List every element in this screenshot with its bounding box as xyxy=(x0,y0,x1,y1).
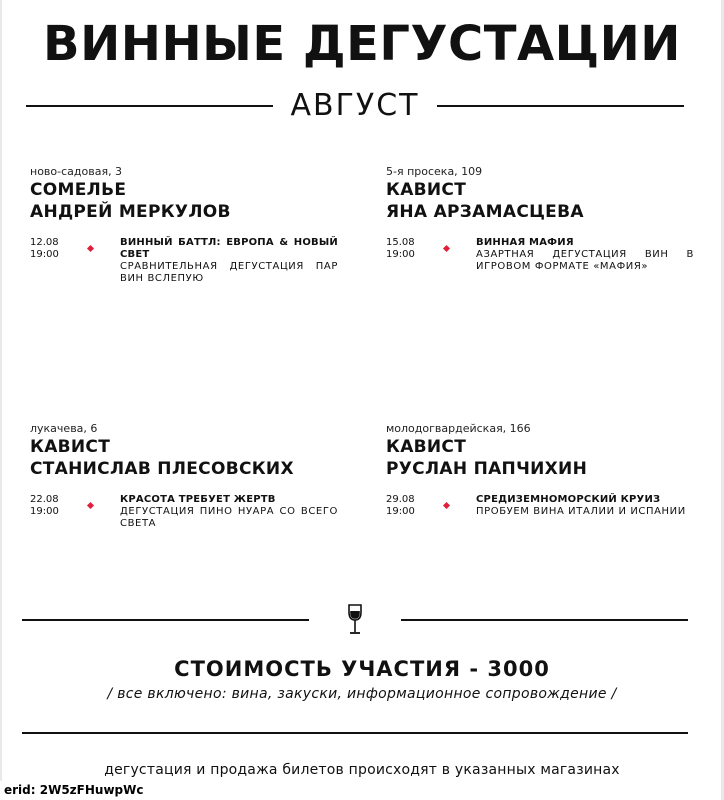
divider-rule-left xyxy=(22,619,309,621)
event-item xyxy=(30,494,340,550)
event-date: 12.08 xyxy=(30,237,59,248)
event-datetime xyxy=(386,494,415,518)
store-block-molodogvardeyskaya xyxy=(386,422,696,550)
store-address: 5-я просека, 109 xyxy=(386,165,483,178)
host-name: ЯНА АРЗАМАСЦЕВА xyxy=(386,202,584,222)
red-diamond-icon xyxy=(443,502,450,509)
host-name: РУСЛАН ПАПЧИХИН xyxy=(386,459,588,479)
store-block-lukacheva xyxy=(30,422,340,550)
event-info xyxy=(120,494,338,530)
event-date: 15.08 xyxy=(386,237,415,248)
erid-label: erid: 2W5zFHuwpWc xyxy=(0,781,147,800)
included-note: / все включено: вина, закуски, информационное сопровождение / xyxy=(107,686,617,702)
event-item xyxy=(386,237,696,293)
event-info xyxy=(120,237,338,285)
host-role: КАВИСТ xyxy=(30,437,111,457)
wine-glass-icon xyxy=(346,603,364,637)
event-description: ПРОБУЕМ ВИНА ИТАЛИИ И ИСПАНИИ xyxy=(476,506,686,517)
event-date: 29.08 xyxy=(386,494,415,505)
event-datetime xyxy=(386,237,415,261)
glass-container xyxy=(309,603,401,637)
event-time: 19:00 xyxy=(30,506,59,517)
store-address: лукачева, 6 xyxy=(30,422,98,435)
event-info xyxy=(476,494,694,518)
host-role: КАВИСТ xyxy=(386,437,467,457)
month-rule-right xyxy=(437,105,684,107)
event-description: СРАВНИТЕЛЬНАЯ ДЕГУСТАЦИЯ ПАР ВИН ВСЛЕПУЮ xyxy=(120,261,338,284)
poster-title: ВИННЫЕ ДЕГУСТАЦИИ xyxy=(43,16,681,72)
month-header xyxy=(26,86,684,126)
host-name: АНДРЕЙ МЕРКУЛОВ xyxy=(30,202,231,222)
store-address: молодогвардейская, 166 xyxy=(386,422,531,435)
store-block-5-prosek xyxy=(386,165,696,293)
event-item xyxy=(386,494,696,550)
event-name: ВИННАЯ МАФИЯ xyxy=(476,237,574,248)
event-datetime xyxy=(30,237,59,261)
event-datetime xyxy=(30,494,59,518)
event-time: 19:00 xyxy=(30,249,59,260)
section-divider xyxy=(22,600,688,640)
event-time: 19:00 xyxy=(386,506,415,517)
event-name: КРАСОТА ТРЕБУЕТ ЖЕРТВ xyxy=(120,494,276,505)
bottom-rule xyxy=(22,732,688,734)
event-time: 19:00 xyxy=(386,249,415,260)
month-label: АВГУСТ xyxy=(290,88,420,123)
footer-note: дегустация и продажа билетов происходят в указанных магазинах xyxy=(104,762,620,778)
divider-rule-right xyxy=(401,619,688,621)
host-role: КАВИСТ xyxy=(386,180,467,200)
store-address: ново-садовая, 3 xyxy=(30,165,123,178)
red-diamond-icon xyxy=(443,245,450,252)
event-description: ДЕГУСТАЦИЯ ПИНО НУАРА СО ВСЕГО СВЕТА xyxy=(120,506,338,529)
event-date: 22.08 xyxy=(30,494,59,505)
red-diamond-icon xyxy=(87,245,94,252)
host-role: СОМЕЛЬЕ xyxy=(30,180,127,200)
participation-price: СТОИМОСТЬ УЧАСТИЯ - 3000 xyxy=(174,657,550,681)
event-name: ВИННЫЙ БАТТЛ: ЕВРОПА & НОВЫЙ СВЕТ xyxy=(120,237,338,260)
store-block-novo-sadovaya xyxy=(30,165,340,293)
host-name: СТАНИСЛАВ ПЛЕСОВСКИХ xyxy=(30,459,294,479)
event-info xyxy=(476,237,694,273)
red-diamond-icon xyxy=(87,502,94,509)
event-name: СРЕДИЗЕМНОМОРСКИЙ КРУИЗ xyxy=(476,494,661,505)
month-rule-left xyxy=(26,105,273,107)
event-description: АЗАРТНАЯ ДЕГУСТАЦИЯ ВИН В ИГРОВОМ ФОРМАТЕ «МАФИЯ» xyxy=(476,249,694,272)
event-item xyxy=(30,237,340,293)
